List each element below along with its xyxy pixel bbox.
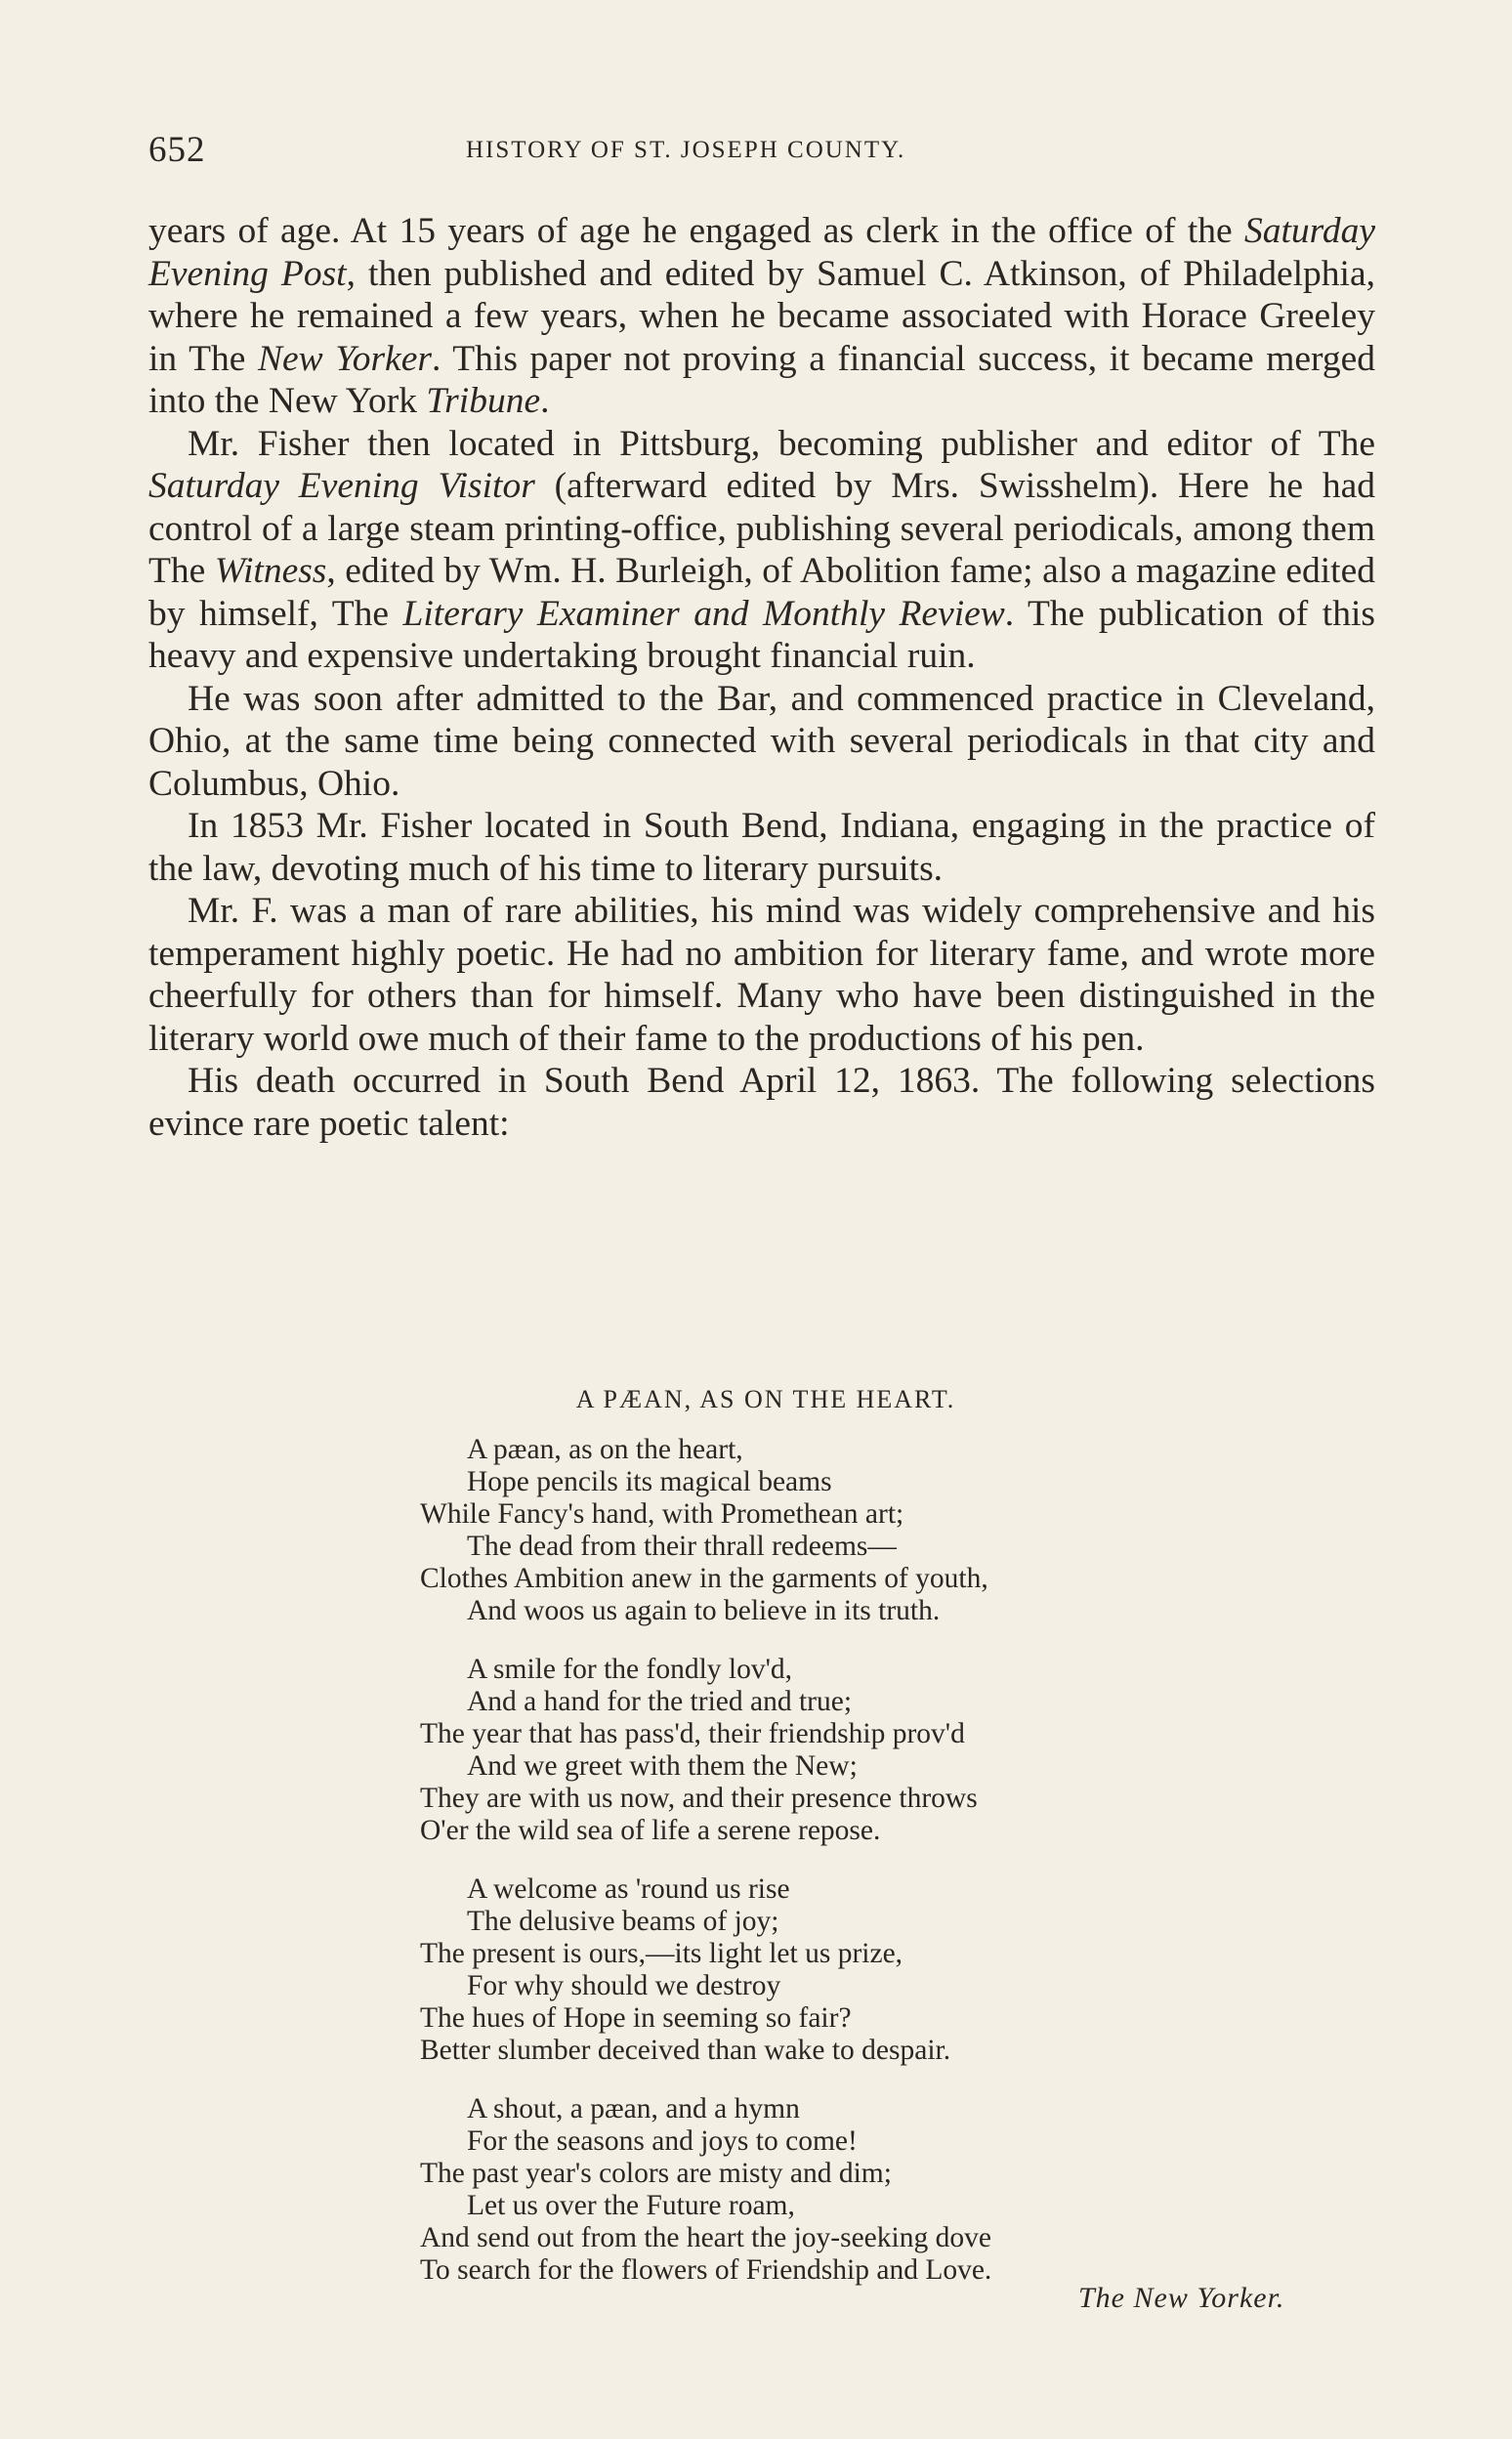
text-run: His death occurred in South Bend April 12, 1863. The following selections evince rare poetic talent: — [148, 1061, 1375, 1144]
poem — [420, 1434, 1299, 2313]
poem-line: And we greet with them the New; — [467, 1750, 858, 1782]
paragraph — [148, 423, 1375, 678]
text-run: . — [540, 381, 550, 421]
poem-line: The dead from their thrall redeems— — [467, 1531, 897, 1562]
poem-attribution: The New Yorker. — [1078, 2282, 1285, 2314]
italic-title: Tribune — [426, 381, 541, 421]
poem-line: A shout, a pæan, and a hymn — [467, 2093, 800, 2124]
italic-title: Saturday Evening Visitor — [148, 466, 535, 506]
poem-line: They are with us now, and their presence throws — [420, 1783, 978, 1814]
paragraph — [148, 678, 1375, 806]
text-run: . This paper not proving a financial success, it became merged into the New York — [148, 338, 1375, 421]
page-number: 652 — [148, 130, 206, 170]
italic-title: Witness — [214, 551, 327, 591]
text-run: . The publication of this heavy and expensive undertaking brought financial ruin. — [148, 593, 1375, 676]
text-run: Mr. Fisher then located in Pittsburg, becoming publisher and editor of The — [188, 423, 1375, 464]
italic-title: New Yorker — [258, 338, 432, 379]
paragraph — [148, 890, 1375, 1060]
poem-line: The past year's colors are misty and dim; — [420, 2158, 892, 2189]
text-run: In 1853 Mr. Fisher located in South Bend, Indiana, engaging in the practice of the law, devoting much of his time to literary pursuits. — [148, 806, 1375, 889]
poem-line: To search for the flowers of Friendship and Love. — [420, 2254, 992, 2286]
text-run: years of age. At 15 years of age he engaged as clerk in the office of the — [148, 211, 1244, 251]
running-title: HISTORY OF ST. JOSEPH COUNTY. — [466, 137, 906, 163]
poem-line: The year that has pass'd, their friendship prov'd — [420, 1718, 965, 1749]
poem-line: A smile for the fondly lov'd, — [467, 1654, 793, 1685]
poem-line: Clothes Ambition anew in the garments of youth, — [420, 1563, 988, 1594]
poem-stanza — [420, 1873, 1299, 2067]
poem-line: Better slumber deceived than wake to despair. — [420, 2035, 951, 2066]
paragraph — [148, 210, 1375, 423]
poem-line: The present is ours,—its light let us prize, — [420, 1938, 903, 1969]
poem-line: While Fancy's hand, with Promethean art; — [420, 1498, 904, 1530]
text-run: , then published and edited by Samuel C. Atkinson, of Philadelphia, where he remained a few years, when he became associated with Horace Greeley in The — [148, 253, 1375, 379]
paragraph — [148, 1060, 1375, 1145]
poem-stanza — [420, 1654, 1299, 1847]
poem-line: O'er the wild sea of life a serene repose. — [420, 1815, 881, 1846]
poem-line: Hope pencils its magical beams — [467, 1466, 832, 1497]
poem-line: For the seasons and joys to come! — [467, 2125, 858, 2157]
text-run: Mr. F. was a man of rare abilities, his mind was widely comprehensive and his temperament highly poetic. He had no ambition for literary fame, and wrote more cheerfully for others than for himself. Many who have been distinguished in the literary world owe much of their fame to the productions of his pen. — [148, 891, 1375, 1059]
poem-line: And send out from the heart the joy-seeking dove — [420, 2222, 991, 2253]
body-text — [148, 210, 1375, 1145]
poem-line: A pæan, as on the heart, — [467, 1434, 743, 1465]
poem-line: And woos us again to believe in its truth. — [467, 1595, 941, 1626]
poem-line: Let us over the Future roam, — [467, 2190, 795, 2221]
poem-line: The hues of Hope in seeming so fair? — [420, 2002, 852, 2034]
text-run: He was soon after admitted to the Bar, and commenced practice in Cleveland, Ohio, at the same time being connected with several periodicals in that city and Columbus, Ohio. — [148, 678, 1375, 804]
poem-line: A welcome as 'round us rise — [467, 1873, 790, 1905]
italic-title: Saturday Evening Post — [148, 211, 1375, 294]
poem-stanza — [420, 1434, 1299, 1627]
poem-stanza — [420, 2093, 1299, 2287]
poem-line: And a hand for the tried and true; — [467, 1686, 853, 1717]
text-run: , edited by Wm. H. Burleigh, of Abolition fame; also a magazine edited by himself, The — [148, 551, 1375, 634]
italic-title: Literary Examiner and Monthly Review — [402, 593, 1005, 634]
poem-line: For why should we destroy — [467, 1970, 781, 2001]
poem-line: The delusive beams of joy; — [467, 1906, 779, 1937]
text-run: (afterward edited by Mrs. Swisshelm). Here he had control of a large steam printing-office, publishing several periodicals, among them The — [148, 466, 1376, 591]
poem-title: A PÆAN, AS ON THE HEART. — [575, 1385, 956, 1413]
paragraph — [148, 805, 1375, 890]
page-header — [148, 129, 1375, 178]
